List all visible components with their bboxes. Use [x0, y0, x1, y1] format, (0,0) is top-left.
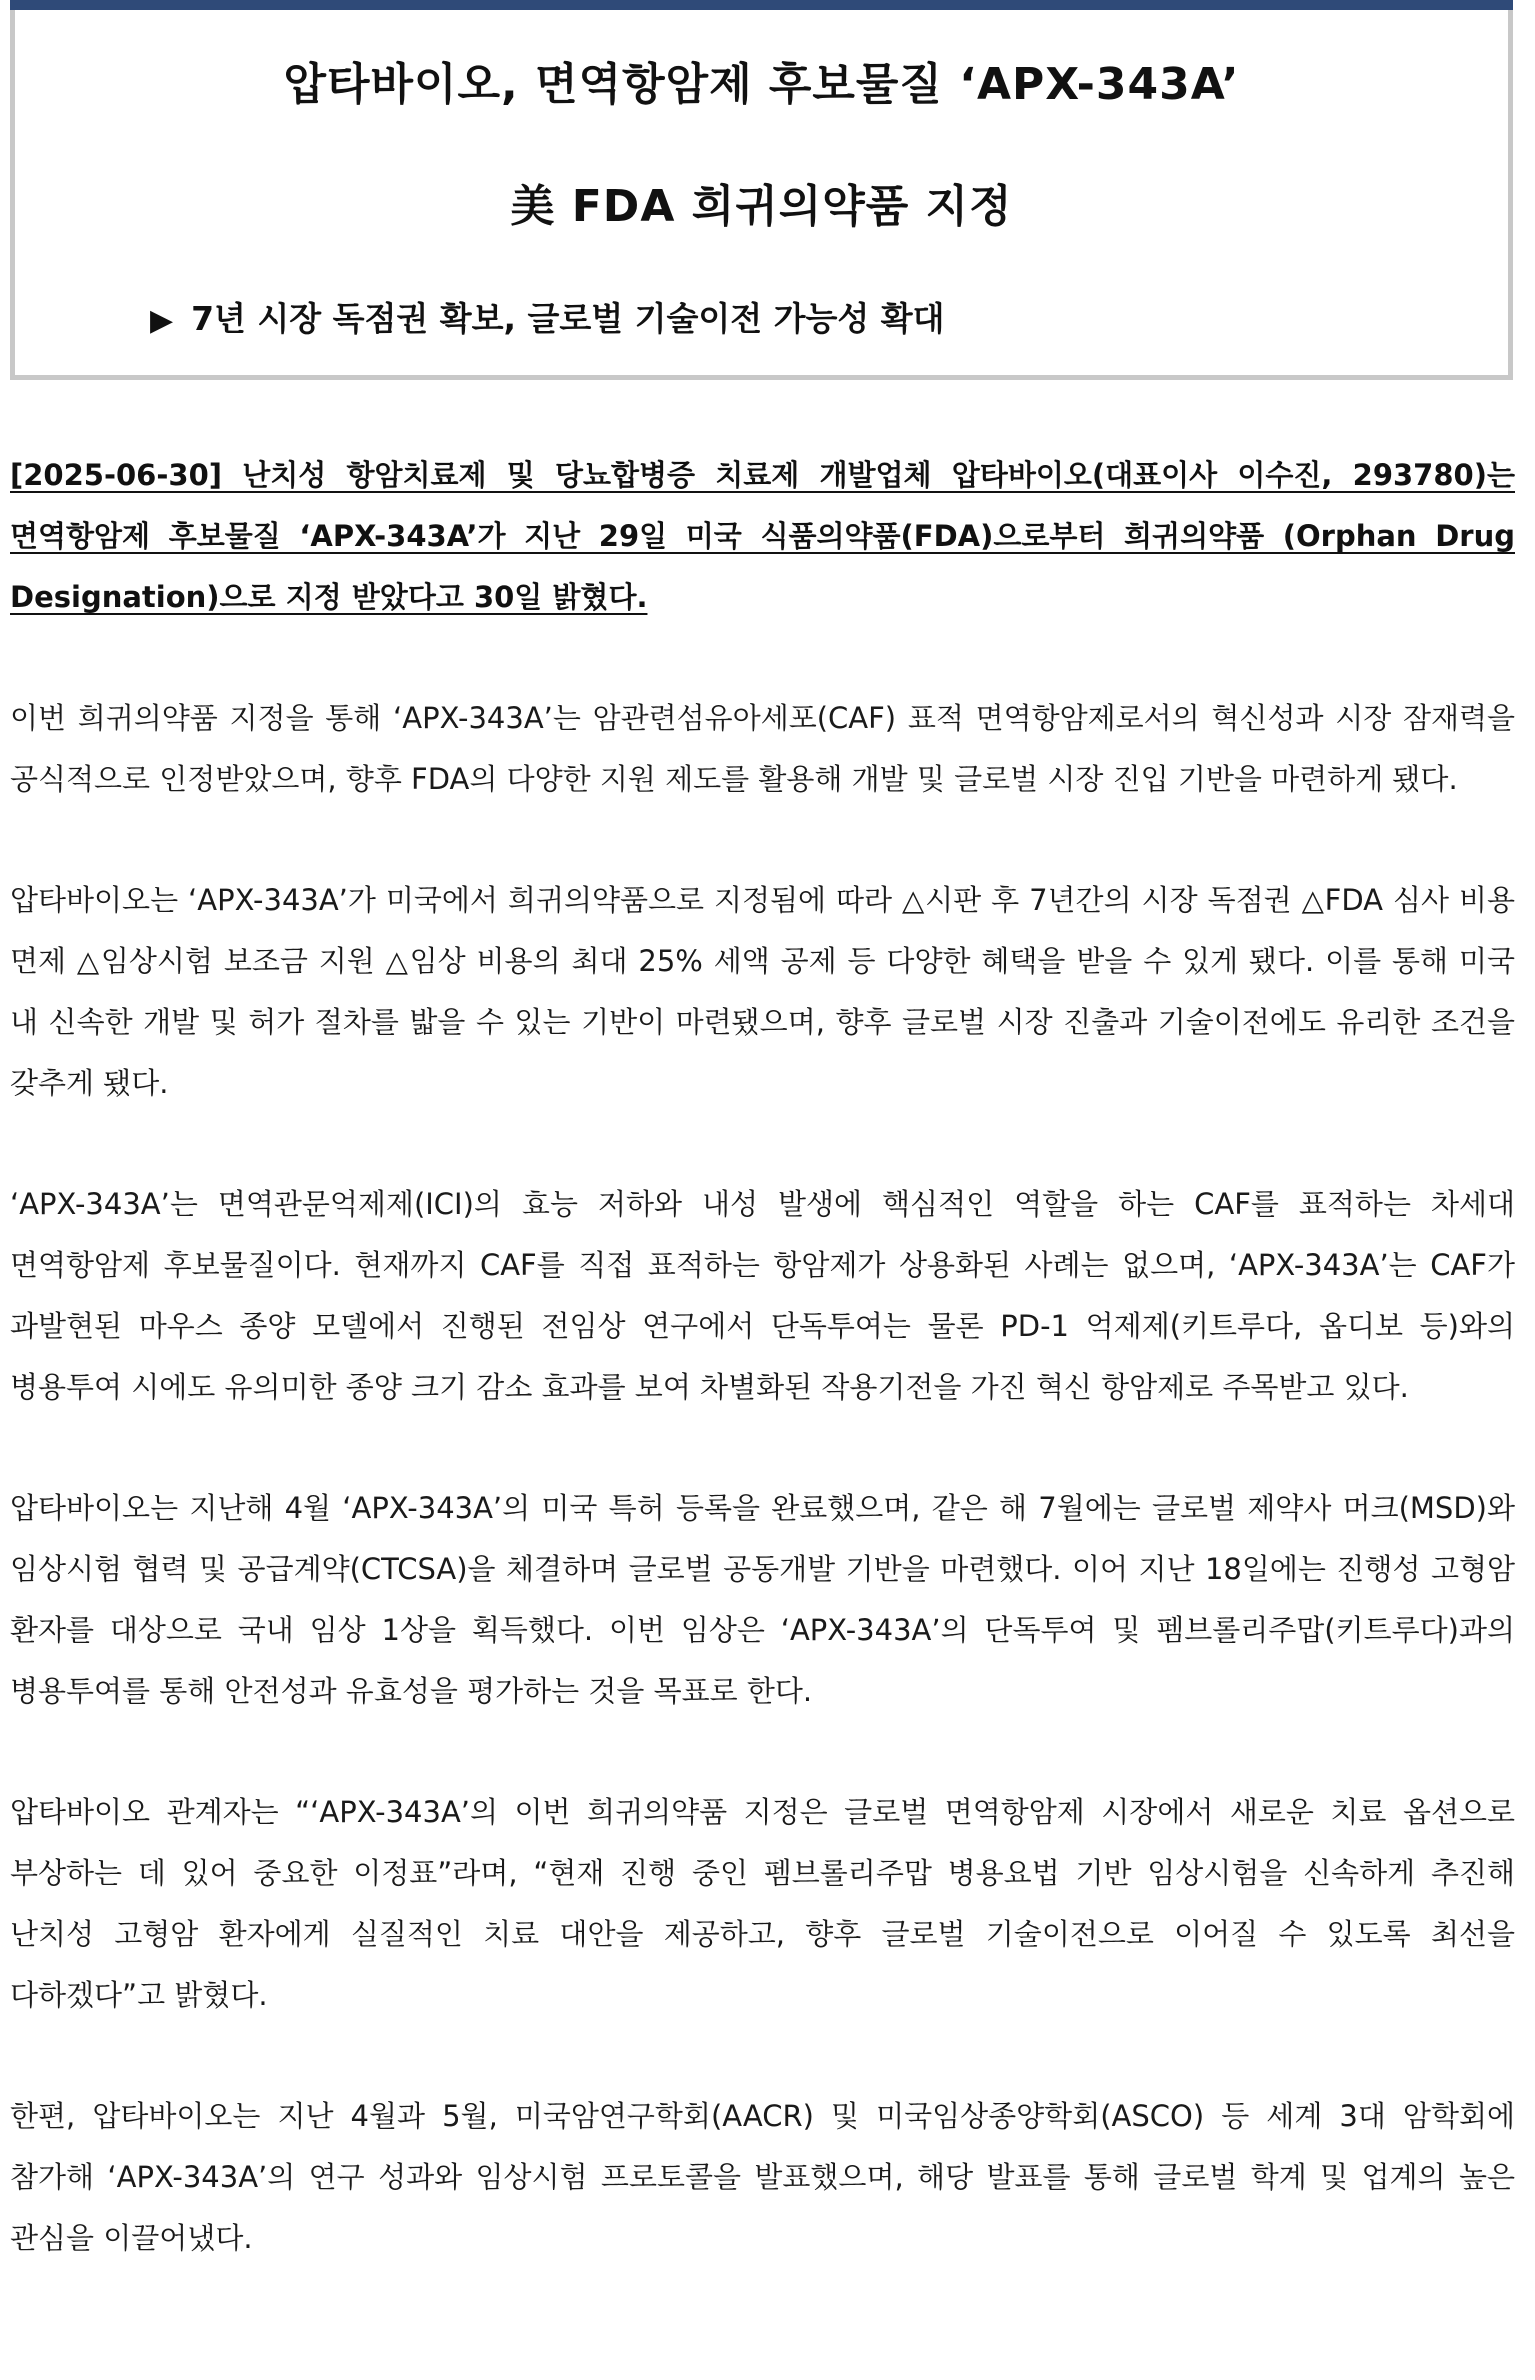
body-paragraph: ‘APX-343A’는 면역관문억제제(ICI)의 효능 저하와 내성 발생에 핵심적인 역할을 하는 CAF를 표적하는 차세대 면역항암제 후보물질이다. 현재까지 CAF를 직접 표적하는 항암제가 상용화된 사례는 없으며, ‘APX-343A’는 CAF가 과발현된 마우스 종양 모델에서 진행된 전임상 연구에서 단독투여는 물론 PD-1 억제제(키트루다, 옵디보 등)와의 병용투여 시에도 유의미한 종양 크기 감소 효과를 보여 차별화된 작용기전을 가진 혁신 항암제로 주목받고 있다.: [10, 1187, 1515, 1404]
body-paragraph: 압타바이오는 ‘APX-343A’가 미국에서 희귀의약품으로 지정됨에 따라 △시판 후 7년간의 시장 독점권 △FDA 심사 비용 면제 △임상시험 보조금 지원 △임상 비용의 최대 25% 세액 공제 등 다양한 혜택을 받을 수 있게 됐다. 이를 통해 미국 내 신속한 개발 및 허가 절차를 밟을 수 있는 기반이 마련됐으며, 향후 글로벌 시장 진출과 기술이전에도 유리한 조건을 갖추게 됐다.: [10, 883, 1515, 1100]
subtitle-text: 7년 시장 독점권 확보, 글로벌 기술이전 가능성 확대: [191, 299, 945, 338]
triangle-bullet-icon: ▶: [150, 303, 174, 338]
headline-subtitle: [150, 293, 945, 340]
article-body: [10, 445, 1515, 2329]
body-paragraph: 한편, 압타바이오는 지난 4월과 5월, 미국암연구학회(AACR) 및 미국임상종양학회(ASCO) 등 세계 3대 암학회에 참가해 ‘APX-343A’의 연구 성과와 임상시험 프로토콜을 발표했으며, 해당 발표를 통해 글로벌 학계 및 업계의 높은 관심을 이끌어냈다.: [10, 2099, 1515, 2255]
body-paragraph: 압타바이오는 지난해 4월 ‘APX-343A’의 미국 특허 등록을 완료했으며, 같은 해 7월에는 글로벌 제약사 머크(MSD)와 임상시험 협력 및 공급계약(CTCSA)을 체결하며 글로벌 공동개발 기반을 마련했다. 이어 지난 18일에는 진행성 고형암 환자를 대상으로 국내 임상 1상을 획득했다. 이번 임상은 ‘APX-343A’의 단독투여 및 펨브롤리주맙(키트루다)과의 병용투여를 통해 안전성과 유효성을 평가하는 것을 목표로 한다.: [10, 1491, 1515, 1708]
top-accent-bar: [10, 0, 1513, 10]
lead-paragraph: [2025-06-30] 난치성 항암치료제 및 당뇨합병증 치료제 개발업체 압타바이오(대표이사 이수진, 293780)는 면역항암제 후보물질 ‘APX-343A’가 지난 29일 미국 식품의약품(FDA)으로부터 희귀의약품 (Orphan Drug Designation)으로 지정 받았다고 30일 밝혔다.: [10, 458, 1515, 614]
headline-box: [10, 10, 1513, 380]
body-paragraph: 이번 희귀의약품 지정을 통해 ‘APX-343A’는 암관련섬유아세포(CAF) 표적 면역항암제로서의 혁신성과 시장 잠재력을 공식적으로 인정받았으며, 향후 FDA의 다양한 지원 제도를 활용해 개발 및 글로벌 시장 진입 기반을 마련하게 됐다.: [10, 701, 1515, 796]
headline-title-line-2: 美 FDA 희귀의약품 지정: [510, 181, 1013, 232]
body-paragraph: 압타바이오 관계자는 “‘APX-343A’의 이번 희귀의약품 지정은 글로벌 면역항암제 시장에서 새로운 치료 옵션으로 부상하는 데 있어 중요한 이정표”라며, “현재 진행 중인 펨브롤리주맙 병용요법 기반 임상시험을 신속하게 추진해 난치성 고형암 환자에게 실질적인 치료 대안을 제공하고, 향후 글로벌 기술이전으로 이어질 수 있도록 최선을 다하겠다”고 밝혔다.: [10, 1795, 1515, 2012]
headline-title-line-1: 압타바이오, 면역항암제 후보물질 ‘APX-343A’: [283, 59, 1240, 110]
